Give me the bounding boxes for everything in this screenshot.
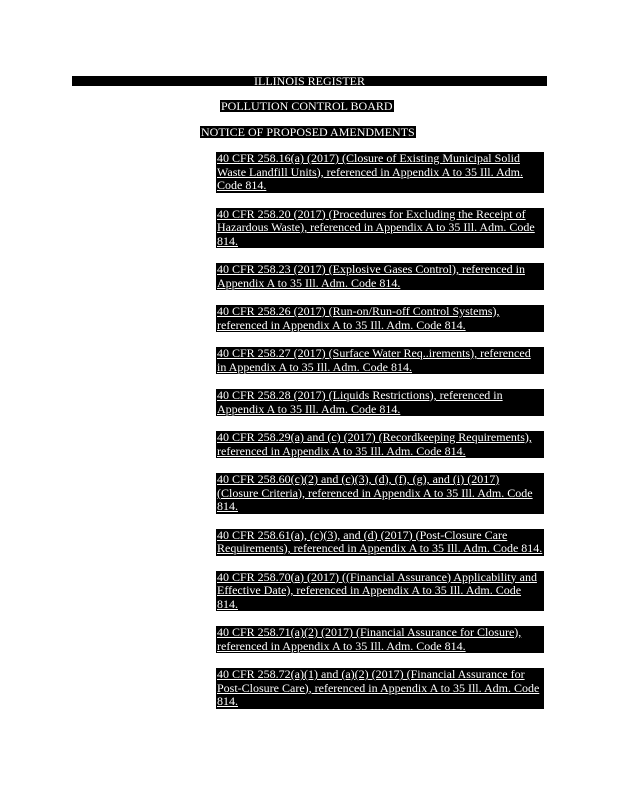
list-item: 40 CFR 258.28 (2017) (Liquids Restrictions), referenced in Appendix A to 35 Ill. Adm. Code 814. (216, 389, 544, 416)
board-name: POLLUTION CONTROL BOARD (221, 99, 393, 113)
list-item: 40 CFR 258.26 (2017) (Run-on/Run-off Control Systems), referenced in Appendix A to 35 Ill. Adm. Code 814. (216, 305, 544, 332)
list-item: 40 CFR 258.16(a) (2017) (Closure of Existing Municipal Solid Waste Landfill Units), referenced in Appendix A to 35 Ill. Adm. Code 814. (216, 152, 544, 193)
list-item: 40 CFR 258.60(c)(2) and (c)(3), (d), (f), (g), and (i) (2017) (Closure Criteria), referenced in Appendix A to 35 Ill. Adm. Code 814. (216, 473, 544, 514)
notice-title: NOTICE OF PROPOSED AMENDMENTS (201, 125, 415, 139)
register-header-bar (72, 76, 547, 86)
cfr-reference-list (216, 152, 544, 724)
list-item: 40 CFR 258.71(a)(2) (2017) (Financial Assurance for Closure), referenced in Appendix A to 35 Ill. Adm. Code 814. (216, 626, 544, 653)
list-item: 40 CFR 258.61(a), (c)(3), and (d) (2017) (Post-Closure Care Requirements), referenced in Appendix A to 35 Ill. Adm. Code 814. (217, 527, 543, 555)
list-item: 40 CFR 258.70(a) (2017) ((Financial Assurance) Applicability and Effective Date), referenced in Appendix A to 35 Ill. Adm. Code 814. (216, 571, 544, 612)
list-item: 40 CFR 258.27 (2017) (Surface Water Req..irements), referenced in Appendix A to 35 Ill. Adm. Code 814. (216, 347, 544, 374)
list-item: 40 CFR 258.20 (2017) (Procedures for Excluding the Receipt of Hazardous Waste), referenced in Appendix A to 35 Ill. Adm. Code 814. (216, 208, 544, 249)
list-item: 40 CFR 258.72(a)(1) and (a)(2) (2017) (Financial Assurance for Post-Closure Care), referenced in Appendix A to 35 Ill. Adm. Code 814. (216, 668, 544, 709)
list-item: 40 CFR 258.29(a) and (c) (2017) (Recordkeeping Requirements), referenced in Appendix A to 35 Ill. Adm. Code 814. (216, 431, 544, 458)
register-title: ILLINOIS REGISTER (254, 74, 365, 88)
list-item: 40 CFR 258.23 (2017) (Explosive Gases Control), referenced in Appendix A to 35 Ill. Adm. Code 814. (216, 263, 544, 290)
